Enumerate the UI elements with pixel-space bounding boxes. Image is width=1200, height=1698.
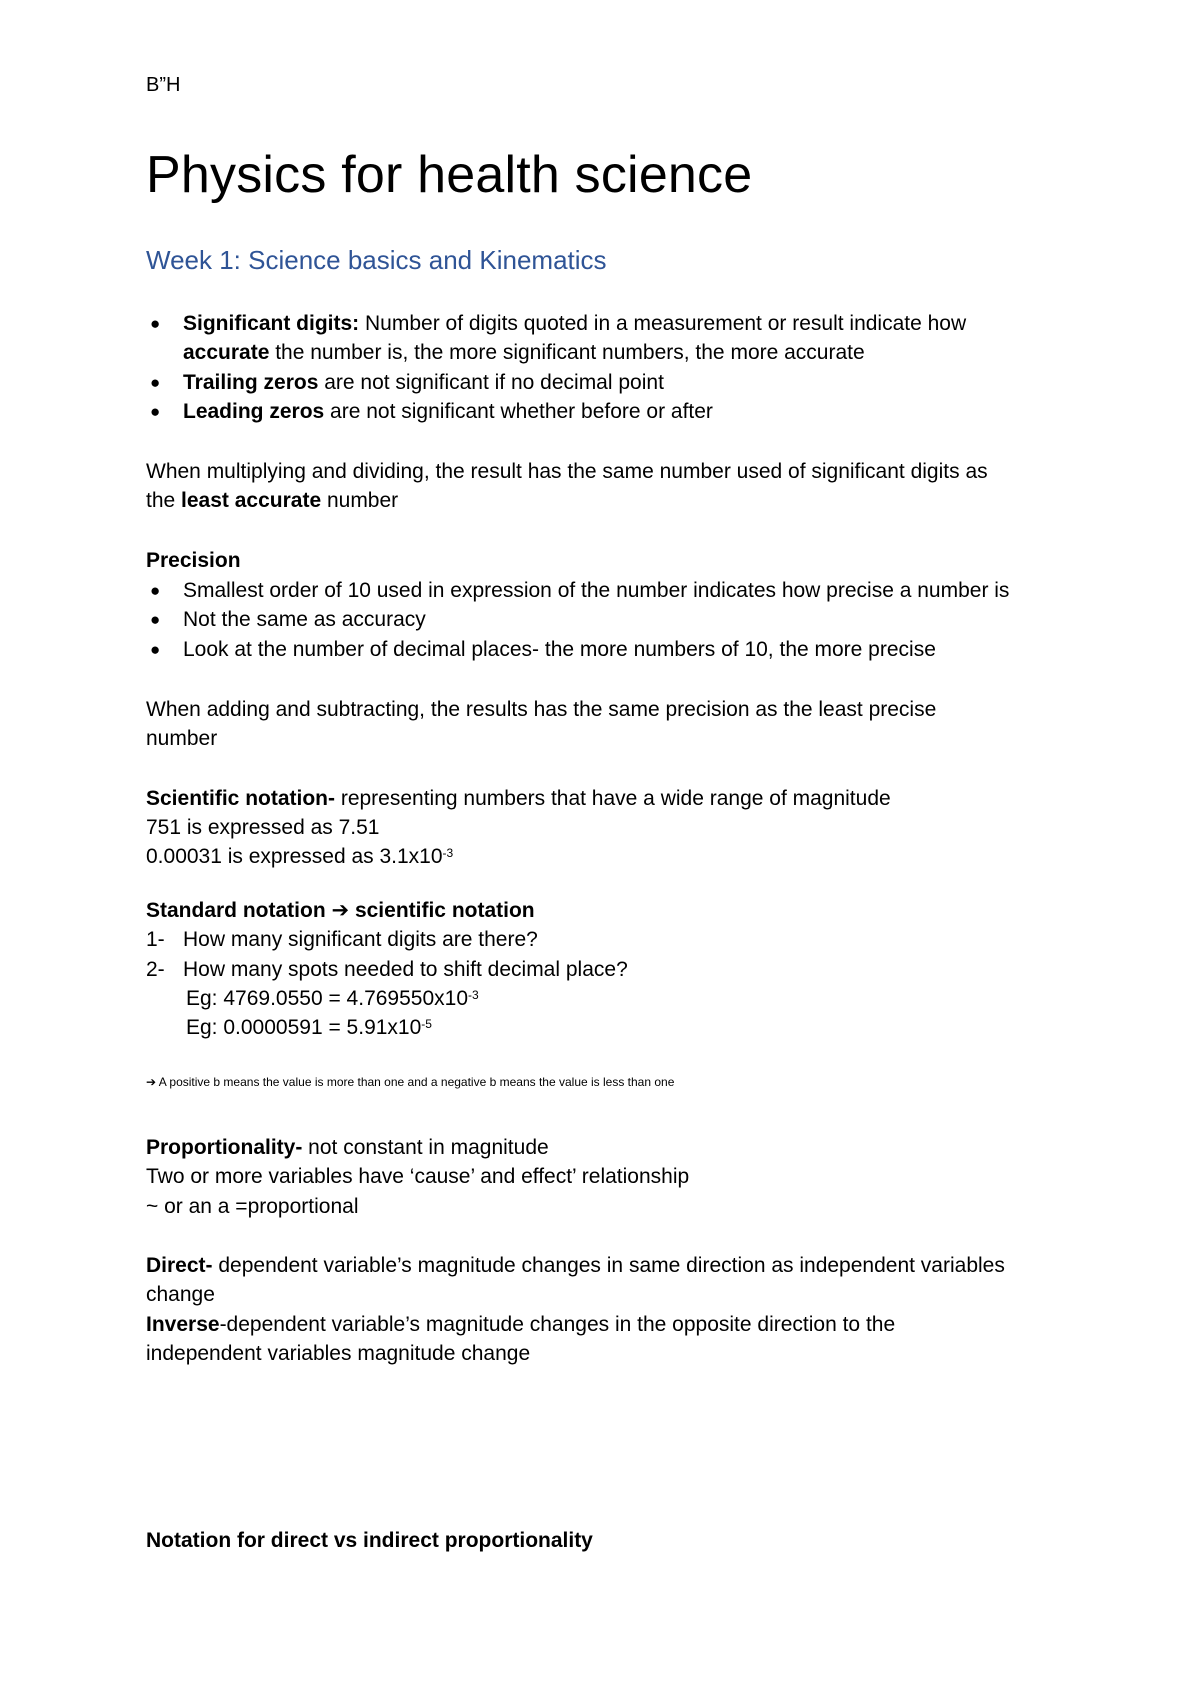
page-title: Physics for health science	[146, 146, 753, 204]
example-line: Eg: $0.0000591 = 5.91x10^{-5}$	[186, 1016, 432, 1039]
paragraph-line: 751 is expressed as 7.51	[146, 816, 380, 839]
section-heading: Precision	[146, 549, 241, 572]
list-item: How many spots needed to shift decimal place?	[183, 958, 628, 981]
list-number: 2-	[146, 958, 165, 981]
arrow-icon: ➔	[331, 899, 350, 922]
paragraph-line: Proportionality- not constant in magnitude	[146, 1136, 549, 1159]
paragraph-line: number	[146, 727, 218, 750]
header-mark: B”H	[146, 74, 181, 96]
list-item: Trailing zeros are not significant if no decimal point	[183, 371, 664, 394]
paragraph-line: the least accurate number	[146, 489, 399, 512]
list-item-continuation: accurate the number is, the more significant numbers, the more accurate	[183, 341, 865, 364]
paragraph-line: Inverse-dependent variable’s magnitude changes in the opposite direction to the	[146, 1313, 896, 1336]
paragraph-line: independent variables magnitude change	[146, 1342, 531, 1365]
bullet-icon: ●	[150, 373, 161, 392]
bullet-icon: ●	[150, 640, 161, 659]
section-heading: Standard notation ➔ scientific notation	[146, 899, 535, 922]
bullet-icon: ●	[150, 314, 161, 333]
paragraph-line: 0.00031 is expressed as $3.1x10^{-3}$	[146, 845, 454, 868]
paragraph-line: When adding and subtracting, the results has the same precision as the least precise	[146, 698, 937, 721]
list-item: Look at the number of decimal places- the more numbers of 10, the more precise	[183, 638, 936, 661]
footnote: ➔ A positive b means the value is more than one and a negative b means the value is less than one	[146, 1075, 675, 1089]
list-item: Not the same as accuracy	[183, 608, 426, 631]
paragraph-line: Direct- dependent variable’s magnitude changes in same direction as independent variables	[146, 1254, 1005, 1277]
list-item: Leading zeros are not significant whether before or after	[183, 400, 713, 423]
week-heading: Week 1: Science basics and Kinematics	[146, 245, 607, 275]
paragraph-line: When multiplying and dividing, the result has the same number used of significant digits as	[146, 460, 988, 483]
bullet-icon: ●	[150, 610, 161, 629]
section-heading: Notation for direct vs indirect proportionality	[146, 1529, 593, 1552]
paragraph-line: Two or more variables have ‘cause’ and effect’ relationship	[146, 1165, 690, 1188]
list-item: Significant digits: Number of digits quoted in a measurement or result indicate how	[183, 312, 967, 335]
paragraph-line: Scientific notation- representing numbers that have a wide range of magnitude	[146, 787, 891, 810]
example-line: Eg: $4769.0550 = 4.769550x10^{-3}$	[186, 987, 479, 1010]
paragraph-line: change	[146, 1283, 215, 1306]
paragraph-line: ~ or an a =proportional	[146, 1195, 359, 1218]
bullet-icon: ●	[150, 402, 161, 421]
list-number: 1-	[146, 928, 165, 951]
bullet-icon: ●	[150, 581, 161, 600]
list-item: How many significant digits are there?	[183, 928, 538, 951]
list-item: Smallest order of 10 used in expression of the number indicates how precise a number is	[183, 579, 1010, 602]
